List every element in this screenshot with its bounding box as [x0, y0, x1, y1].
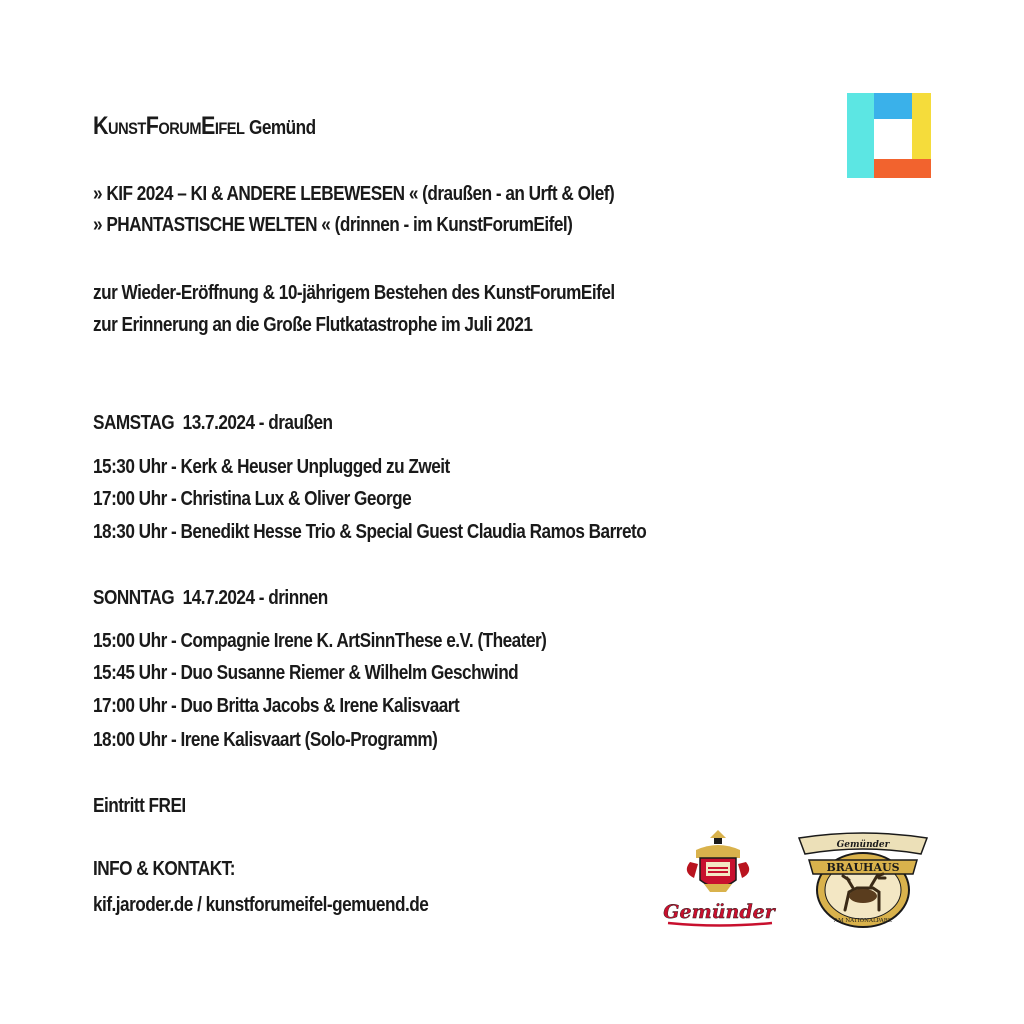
brauhaus-logo — [795, 830, 931, 930]
contact-heading: INFO & KONTAKT: — [93, 858, 235, 880]
occasion-line: zur Erinnerung an die Große Flutkatastrophe im Juli 2021 — [93, 314, 533, 336]
event-line: 18:30 Uhr - Benedikt Hesse Trio & Special Guest Claudia Ramos Barreto — [93, 521, 647, 543]
event-line: 15:45 Uhr - Duo Susanne Riemer & Wilhelm Geschwind — [93, 662, 519, 684]
day-heading-sunday: SONNTAG 14.7.2024 - drinnen — [93, 587, 328, 609]
event-line: 15:00 Uhr - Compagnie Irene K. ArtSinnThese e.V. (Theater) — [93, 630, 547, 652]
svg-text:Gemünder: Gemünder — [836, 840, 890, 850]
event-line: 15:30 Uhr - Kerk & Heuser Unplugged zu Zweit — [93, 456, 450, 478]
event-line: 18:00 Uhr - Irene Kalisvaart (Solo-Programm) — [93, 729, 438, 751]
occasion-line: zur Wieder-Eröffnung & 10-jährigem Bestehen des KunstForumEifel — [93, 282, 615, 304]
event-line: 17:00 Uhr - Christina Lux & Oliver George — [93, 488, 412, 510]
gemuender-logo — [660, 828, 778, 932]
organizer-name: KUNSTFORUMEIFEL Gemünd — [93, 112, 316, 140]
exhibition-line: » PHANTASTISCHE WELTEN « (drinnen - im KunstForumEifel) — [93, 214, 573, 236]
gemuender-wordmark: Gemünder — [663, 901, 775, 923]
admission-note: Eintritt FREI — [93, 795, 186, 817]
svg-text:BRAUHAUS: BRAUHAUS — [826, 861, 900, 874]
event-line: 17:00 Uhr - Duo Britta Jacobs & Irene Kalisvaart — [93, 695, 460, 717]
exhibition-line: » KIF 2024 – KI & ANDERE LEBEWESEN « (draußen - an Urft & Olef) — [93, 183, 615, 205]
svg-text:AM NATIONALPARK: AM NATIONALPARK — [833, 918, 893, 924]
contact-links: kif.jaroder.de / kunstforumeifel-gemuend.de — [93, 894, 429, 916]
day-heading-saturday: SAMSTAG 13.7.2024 - draußen — [93, 412, 333, 434]
kunstforumeifel-logo — [847, 93, 931, 178]
